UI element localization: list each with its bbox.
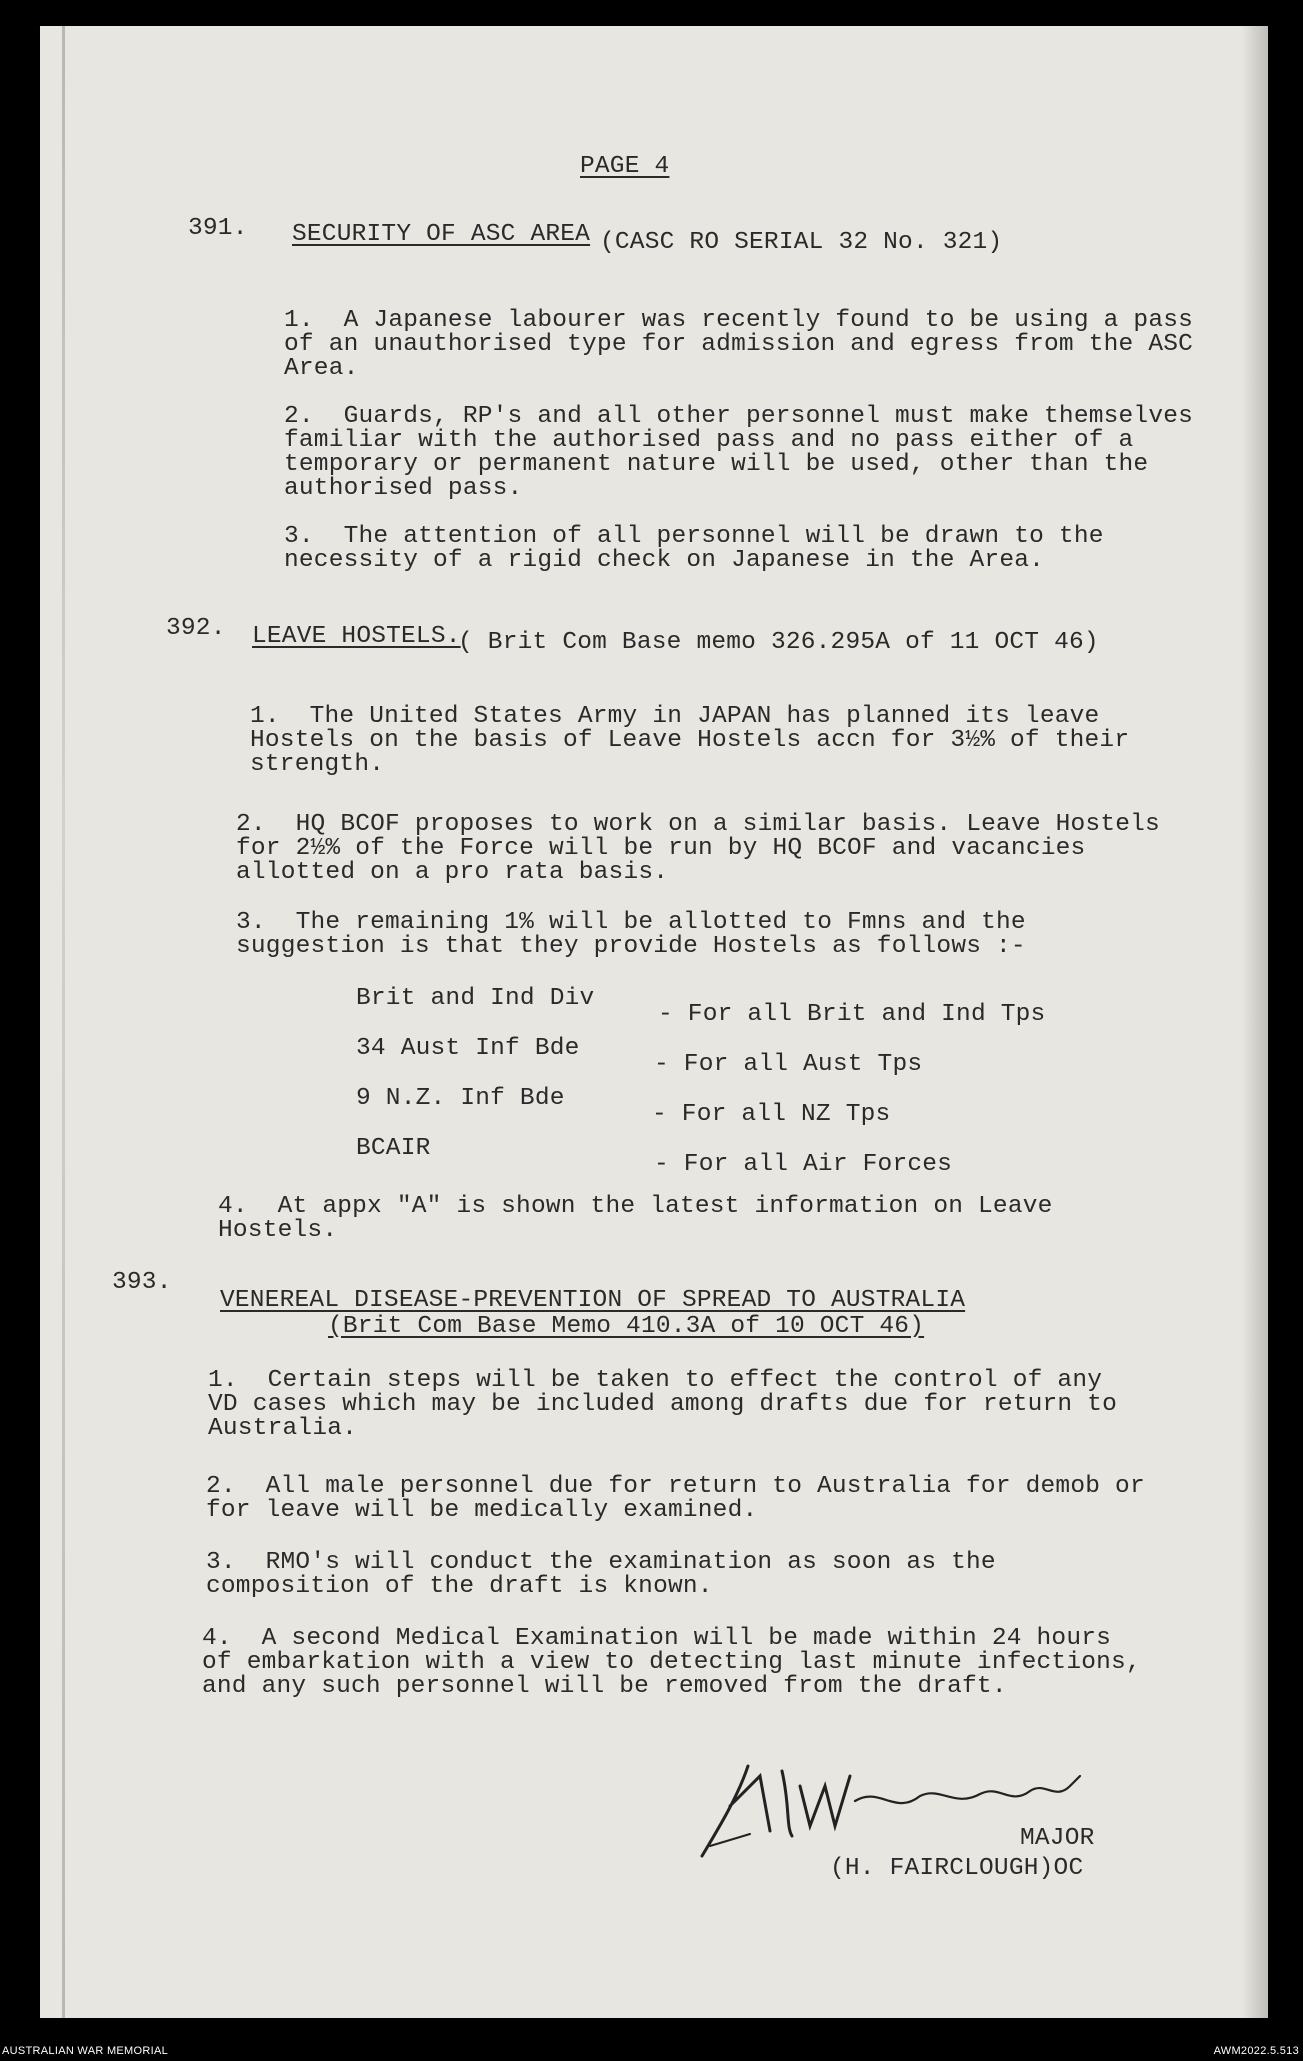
- paragraph-line: and any such personnel will be removed from the draft.: [202, 1673, 1007, 1700]
- paragraph-line: familiar with the authorised pass and no pass either of a: [284, 427, 1134, 454]
- paragraph-line: VD cases which may be included among drafts due for return to: [208, 1391, 1118, 1418]
- paragraph-line: strength.: [250, 751, 385, 778]
- section-number: 392.: [166, 615, 226, 642]
- paragraph-line: Hostels.: [218, 1217, 338, 1244]
- paragraph-line: 1. A Japanese labourer was recently found to be using a pass: [284, 307, 1194, 334]
- paragraph-line: Hostels on the basis of Leave Hostels accn for 3½% of their: [250, 727, 1130, 754]
- paragraph-line: Australia.: [208, 1415, 358, 1442]
- paragraph-line: 1. The United States Army in JAPAN has planned its leave: [250, 703, 1100, 730]
- paragraph-line: for 2½% of the Force will be run by HQ BCOF and vacancies: [236, 835, 1086, 862]
- paper-fold: [62, 26, 65, 2018]
- paragraph-line: composition of the draft is known.: [206, 1573, 713, 1600]
- section-number: 391.: [188, 215, 248, 242]
- paragraph-line: 2. HQ BCOF proposes to work on a similar basis. Leave Hostels: [236, 811, 1160, 838]
- page-label: PAGE 4: [580, 153, 670, 180]
- paragraph-line: of embarkation with a view to detecting last minute infections,: [202, 1649, 1141, 1676]
- document-page: [40, 26, 1268, 2018]
- paragraph-line: 2. All male personnel due for return to Australia for demob or: [206, 1473, 1145, 1500]
- footer-archive-label: AUSTRALIAN WAR MEMORIAL: [2, 2045, 169, 2057]
- paragraph-line: Area.: [284, 355, 359, 382]
- allocation-formation: 9 N.Z. Inf Bde: [356, 1085, 565, 1112]
- footer-reference-id: AWM2022.5.513: [1213, 2045, 1299, 2057]
- signatory-name: (H. FAIRCLOUGH)OC: [830, 1855, 1084, 1882]
- paragraph-line: 3. RMO's will conduct the examination as soon as the: [206, 1549, 996, 1576]
- section-reference: (CASC RO SERIAL 32 No. 321): [600, 229, 1003, 256]
- allocation-formation: 34 Aust Inf Bde: [356, 1035, 580, 1062]
- paper-edge-shadow: [1242, 26, 1268, 2018]
- paragraph-line: 4. At appx "A" is shown the latest information on Leave: [218, 1193, 1053, 1220]
- section-reference: (Brit Com Base Memo 410.3A of 10 OCT 46): [328, 1313, 925, 1340]
- paragraph-line: 3. The attention of all personnel will be drawn to the: [284, 523, 1104, 550]
- paragraph-line: 3. The remaining 1% will be allotted to Fmns and the: [236, 909, 1026, 936]
- allocation-provision: - For all Brit and Ind Tps: [658, 1001, 1046, 1028]
- allocation-provision: - For all NZ Tps: [652, 1101, 891, 1128]
- paragraph-line: of an unauthorised type for admission and egress from the ASC: [284, 331, 1194, 358]
- paragraph-line: necessity of a rigid check on Japanese in the Area.: [284, 547, 1045, 574]
- paragraph-line: 4. A second Medical Examination will be made within 24 hours: [202, 1625, 1112, 1652]
- allocation-provision: - For all Air Forces: [654, 1151, 953, 1178]
- paragraph-line: suggestion is that they provide Hostels as follows :-: [236, 933, 1026, 960]
- section-heading: LEAVE HOSTELS.: [252, 623, 461, 650]
- allocation-formation: Brit and Ind Div: [356, 985, 595, 1012]
- section-heading: SECURITY OF ASC AREA: [292, 221, 591, 248]
- paragraph-line: authorised pass.: [284, 475, 523, 502]
- section-number: 393.: [112, 1269, 172, 1296]
- signatory-rank: MAJOR: [1020, 1825, 1095, 1852]
- paragraph-line: 2. Guards, RP's and all other personnel must make themselves: [284, 403, 1194, 430]
- allocation-formation: BCAIR: [356, 1135, 431, 1162]
- paragraph-line: for leave will be medically examined.: [206, 1497, 758, 1524]
- paragraph-line: allotted on a pro rata basis.: [236, 859, 669, 886]
- section-heading: VENEREAL DISEASE-PREVENTION OF SPREAD TO AUSTRALIA: [220, 1287, 966, 1314]
- section-reference: ( Brit Com Base memo 326.295A of 11 OCT 46): [458, 629, 1099, 656]
- paragraph-line: temporary or permanent nature will be used, other than the: [284, 451, 1149, 478]
- allocation-provision: - For all Aust Tps: [654, 1051, 923, 1078]
- paragraph-line: 1. Certain steps will be taken to effect the control of any: [208, 1367, 1103, 1394]
